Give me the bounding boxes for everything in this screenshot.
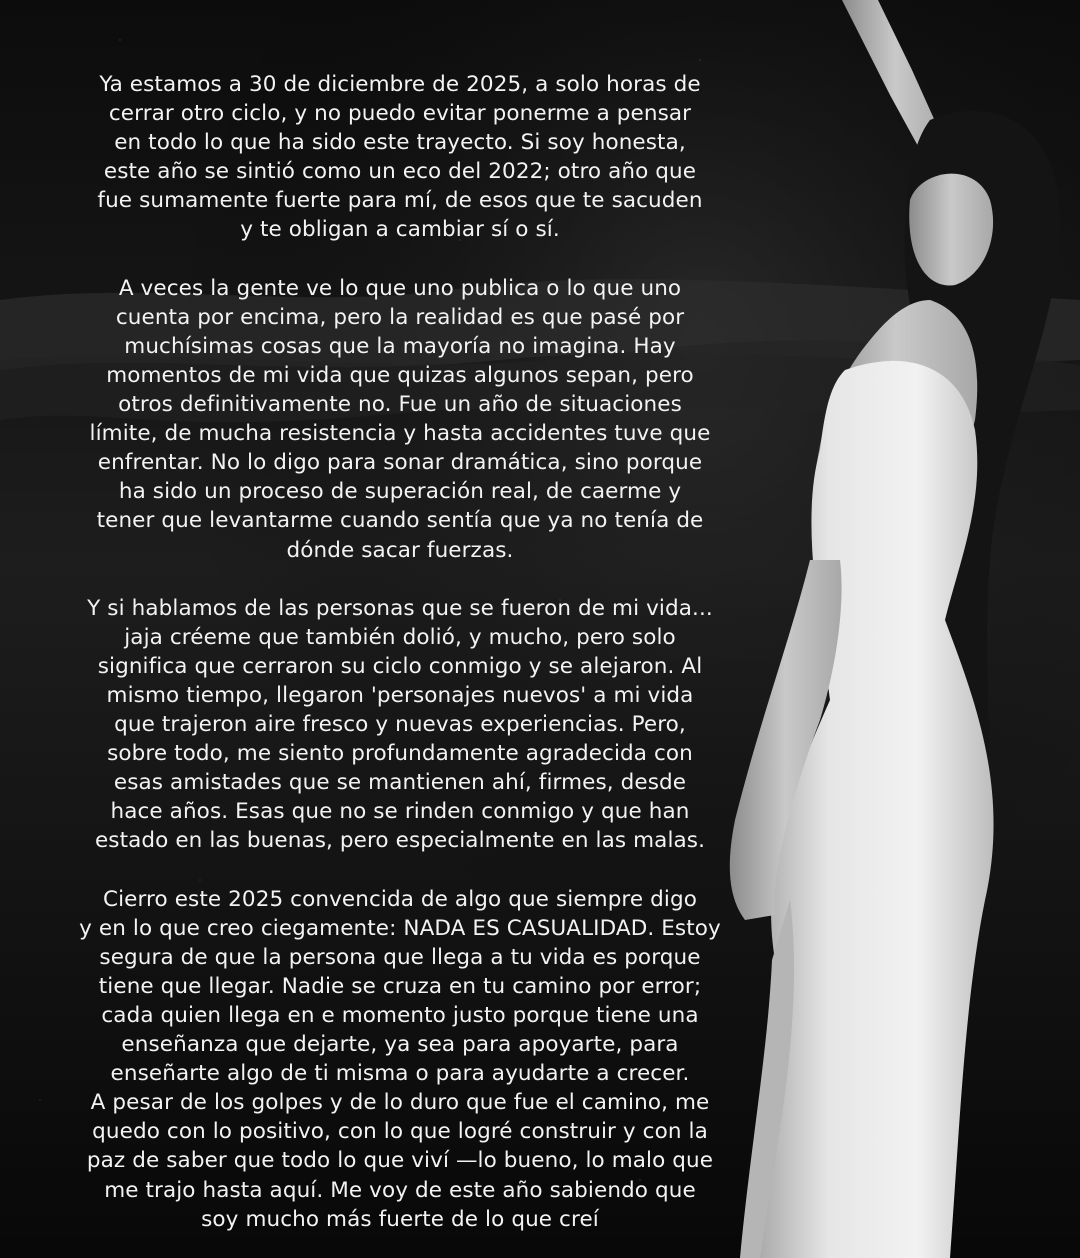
- text-line: sobre todo, me siento profundamente agradecida con: [107, 741, 693, 767]
- text-line: momentos de mi vida que quizas algunos sepan, pero: [106, 362, 694, 388]
- text-line: fue sumamente fuerte para mí, de esos que te sacuden: [97, 188, 703, 214]
- text-line: y en lo que creo ciegamente: NADA ES CASUALIDAD. Estoy: [79, 915, 721, 941]
- text-line: significa que cerraron su ciclo conmigo y se alejaron. Al: [97, 653, 703, 679]
- text-line: A veces la gente ve lo que uno publica o lo que uno: [118, 275, 682, 301]
- text-line: Cierro este 2025 convencida de algo que siempre digo: [102, 886, 697, 912]
- text-line: mismo tiempo, llegaron 'personajes nuevos' a mi vida: [106, 682, 694, 708]
- text-line: estado en las buenas, pero especialmente en las malas.: [94, 828, 706, 854]
- text-line: segura de que la persona que llega a tu vida es porque: [99, 944, 701, 970]
- text-line: cada quien llega en e momento justo porque tiene una: [101, 1003, 699, 1028]
- caption-text: [60, 70, 740, 1258]
- text-line: que trajeron aire fresco y nuevas experiencias. Pero,: [114, 712, 686, 738]
- text-line: cuenta por encima, pero la realidad es que pasé por: [115, 304, 685, 330]
- text-line: tener que levantarme cuando sentía que ya no tenía de: [96, 508, 704, 534]
- text-line: en todo lo que ha sido este trayecto. Si soy honesta,: [114, 130, 686, 156]
- paragraph-3: [60, 594, 740, 856]
- text-line: soy mucho más fuerte de lo que creí: [201, 1206, 599, 1232]
- text-line: quedo con lo positivo, con lo que logré construir y con la: [92, 1119, 708, 1145]
- text-line: otros definitivamente no. Fue un año de situaciones: [118, 392, 682, 418]
- paragraph-1: [60, 70, 740, 245]
- text-line: este año se sintió como un eco del 2022; otro año que: [103, 159, 697, 185]
- text-line: dónde sacar fuerzas.: [286, 537, 514, 563]
- text-line: límite, de mucha resistencia y hasta accidentes tuve que: [89, 421, 711, 447]
- text-line: enseñarte algo de ti misma o para ayudarte a crecer.: [110, 1061, 690, 1087]
- text-line: esas amistades que se mantienen ahí, firmes, desde: [113, 770, 687, 796]
- text-line: me trajo hasta aquí. Me voy de este año sabiendo que: [104, 1177, 696, 1203]
- text-line: jaja créeme que también dolió, y mucho, pero solo: [124, 624, 676, 650]
- text-line: Y si hablamos de las personas que se fueron de mi vida...: [87, 595, 713, 621]
- text-line: y te obligan a cambiar sí o sí.: [240, 217, 560, 243]
- text-line: cerrar otro ciclo, y no puedo evitar ponerme a pensar: [108, 101, 692, 127]
- paragraph-2: [60, 274, 740, 565]
- paragraph-4: [60, 885, 740, 1234]
- text-line: hace años. Esas que no se rinden conmigo y que han: [110, 799, 690, 825]
- text-line: Ya estamos a 30 de diciembre de 2025, a solo horas de: [99, 72, 701, 97]
- text-line: tiene que llegar. Nadie se cruza en tu camino por error;: [98, 973, 702, 999]
- text-line: enseñanza que dejarte, ya sea para apoyarte, para: [121, 1032, 679, 1058]
- text-line: paz de saber que todo lo que viví —lo bueno, lo malo que: [86, 1148, 714, 1174]
- text-line: ha sido un proceso de superación real, de caerme y: [118, 479, 682, 505]
- text-line: A pesar de los golpes y de lo duro que fue el camino, me: [90, 1090, 710, 1116]
- text-line: muchísimas cosas que la mayoría no imagina. Hay: [124, 333, 676, 359]
- text-line: enfrentar. No lo digo para sonar dramática, sino porque: [97, 450, 703, 476]
